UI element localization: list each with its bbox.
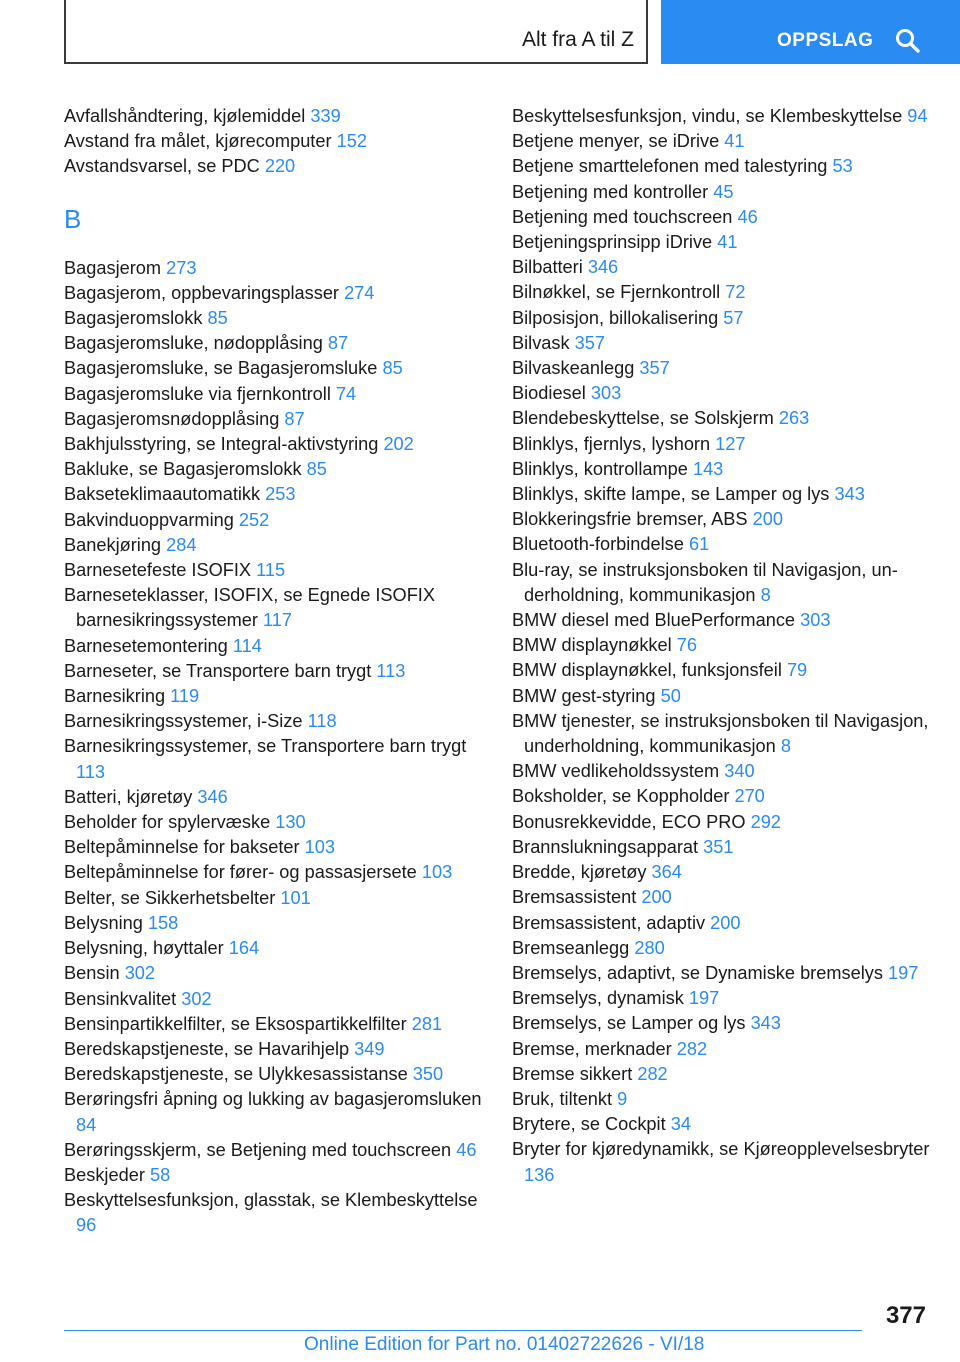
index-page-link[interactable]: 302: [124, 963, 156, 984]
index-page-link[interactable]: 351: [703, 836, 734, 857]
index-entry: [64, 785, 484, 810]
index-page-link[interactable]: 41: [724, 131, 745, 152]
index-page-link[interactable]: 74: [335, 383, 357, 404]
index-entry: [64, 457, 484, 482]
page-number: 377: [885, 1302, 926, 1329]
index-entry: [64, 810, 484, 835]
index-page-link[interactable]: 158: [147, 912, 179, 933]
index-entry-text: Bensin: [64, 963, 120, 984]
index-entry-text: Belter, se Sikkerhetsbelter: [64, 887, 276, 908]
index-page-link[interactable]: 119: [170, 686, 200, 707]
index-entry: [64, 709, 484, 734]
index-entry-text: Bagasjeromslokk: [64, 308, 203, 329]
index-entry-text: Batteri, kjøretøy: [64, 786, 193, 807]
index-entry: [64, 104, 484, 129]
index-entry-text: Bonusrekkevidde, ECO PRO: [512, 811, 746, 832]
index-entry: [64, 684, 484, 709]
index-page-link[interactable]: 281: [411, 1013, 443, 1034]
index-entry-text: Beltepåminnelse for bakseter: [64, 837, 300, 858]
index-entry-text: Brannslukningsapparat: [512, 836, 699, 857]
index-page-link[interactable]: 350: [412, 1064, 444, 1085]
index-entry: [64, 508, 484, 533]
index-page-link[interactable]: 343: [750, 1013, 781, 1034]
index-page-link[interactable]: 302: [181, 988, 212, 1009]
index-entry: [512, 633, 932, 658]
index-entry: [64, 583, 484, 633]
index-page-link[interactable]: 343: [834, 484, 865, 505]
index-entry-text: Bremselys, se Lamper og lys: [512, 1013, 746, 1034]
index-entry: [512, 432, 932, 457]
index-entry-text: Blokkeringsfrie bremser, ABS: [512, 509, 748, 530]
index-entry: [64, 860, 484, 885]
index-page-link[interactable]: 46: [737, 206, 758, 227]
index-entry-text: Betjene smarttelefonen med talestyring: [512, 156, 828, 177]
index-entry: [512, 658, 932, 683]
index-entry-text: Bremse sikkert: [512, 1063, 633, 1084]
header-section-tab[interactable]: [661, 0, 960, 64]
index-entry-text: Bremselys, adaptivt, se Dynamiske bremselys: [512, 962, 883, 983]
index-page-link[interactable]: 87: [327, 333, 349, 354]
index-entry: [512, 885, 932, 910]
index-page-link[interactable]: 202: [383, 434, 414, 455]
index-entry: [512, 835, 932, 860]
index-page-link[interactable]: 292: [750, 811, 781, 832]
index-entry-text: Bakluke, se Bagasjeromslokk: [64, 459, 302, 480]
index-page-link[interactable]: 127: [715, 433, 746, 454]
index-entry-text: Bakseteklimaautomatikk: [64, 484, 261, 505]
index-page-link[interactable]: 117: [263, 610, 292, 631]
index-entry: [512, 1062, 932, 1087]
index-entry: [64, 961, 484, 986]
index-page-link[interactable]: 303: [800, 610, 831, 631]
chapter-title: Alt fra A til Z: [521, 28, 634, 51]
index-page-link[interactable]: 85: [306, 459, 327, 480]
index-entry-text: Avfallshåndtering, kjølemiddel: [64, 106, 306, 126]
index-entry-text: BMW displaynøkkel, funksjonsfeil: [512, 660, 782, 681]
index-entry-text: Bredde, kjøretøy: [512, 862, 647, 883]
index-entry-text: BMW diesel med BluePerformance: [512, 610, 796, 631]
index-page-link[interactable]: 340: [724, 761, 755, 782]
index-entry-text: Barnesikringssystemer, i-Size: [64, 711, 303, 732]
index-entry-text: Bilvaskeanlegg: [512, 358, 635, 379]
index-entry-text: Bryter for kjøredynamikk, se Kjøreopplevelsesbryter: [512, 1139, 930, 1160]
index-entry-text: Belysning, høyttaler: [64, 938, 224, 959]
index-entry-text: Barnesetefeste ISOFIX: [64, 560, 252, 581]
index-entry: [64, 835, 484, 860]
index-page-link[interactable]: 284: [166, 534, 197, 555]
index-page-link[interactable]: 8: [780, 736, 791, 757]
index-entry-text: Beredskapstjeneste, se Havarihjelp: [64, 1038, 350, 1059]
index-page-link[interactable]: 357: [574, 332, 606, 353]
index-page-link[interactable]: 200: [641, 887, 672, 908]
index-entry: [64, 1037, 484, 1062]
index-page-link[interactable]: 357: [639, 358, 670, 379]
index-entry: [64, 1188, 484, 1238]
index-entry: [512, 205, 932, 230]
index-entry-text: Bagasjeromsnødopplåsing: [64, 408, 280, 429]
index-entry: [64, 634, 484, 659]
index-entry-text: Bremsassistent: [512, 887, 637, 908]
index-entry: [64, 659, 484, 684]
index-page-link[interactable]: 9: [617, 1088, 628, 1109]
index-page-link[interactable]: 96: [76, 1215, 97, 1236]
index-entry-text: Bagasjeromsluke via fjernkontroll: [64, 383, 331, 404]
index-entry-text: Bilposisjon, billokalisering: [512, 307, 719, 328]
index-page-link[interactable]: 282: [637, 1063, 668, 1084]
index-entry: [64, 1138, 484, 1163]
index-page-link[interactable]: 61: [688, 534, 710, 555]
index-entry: [512, 457, 932, 482]
index-entry-text: Bremselys, dynamisk: [512, 988, 684, 1009]
index-entry-text: Betjening med touchscreen: [512, 206, 733, 227]
index-page-link[interactable]: 152: [336, 131, 367, 152]
index-entry: [64, 911, 484, 936]
index-page-link[interactable]: 197: [888, 962, 919, 983]
index-page-link[interactable]: 113: [376, 660, 406, 681]
index-entry: [512, 684, 932, 709]
index-entry: [512, 104, 932, 129]
index-entry-text: Blu-ray, se instruksjonsboken til Navigasjon, underholdning, kommunikasjon: [512, 559, 898, 605]
index-entry-text: Bremsassistent, adaptiv: [512, 912, 706, 933]
index-entry: [64, 482, 484, 507]
index-page-link[interactable]: 118: [307, 711, 337, 732]
index-entry: [64, 256, 484, 281]
index-page-link[interactable]: 252: [238, 509, 270, 530]
index-entry: [64, 407, 484, 432]
index-entry-text: Bremse, merknader: [512, 1038, 672, 1059]
index-entry-text: Blendebeskyttelse, se Solskjerm: [512, 408, 774, 429]
index-entry: [512, 129, 932, 154]
index-page-link[interactable]: 8: [760, 584, 771, 605]
index-entry-text: Blinklys, fjernlys, lyshorn: [512, 433, 711, 454]
index-entry: [512, 961, 932, 986]
index-page-link[interactable]: 72: [725, 282, 746, 303]
index-entry: [64, 432, 484, 457]
index-entry-text: Boksholder, se Koppholder: [512, 786, 730, 807]
index-entry: [512, 1011, 932, 1036]
index-entry-text: Barneseteklasser, ISOFIX, se Egnede ISOFIX barnesikringssystemer: [64, 585, 435, 631]
index-entry: [512, 180, 932, 205]
index-entry-text: Berøringsfri åpning og lukking av bagasjeromsluken: [64, 1089, 482, 1110]
index-entry-text: Bagasjeromsluke, se Bagasjeromsluke: [64, 358, 378, 379]
index-page-link[interactable]: 50: [660, 685, 681, 706]
index-column-left: [64, 104, 484, 1239]
index-entry: [64, 129, 484, 154]
index-entry: [512, 784, 932, 809]
index-entry: [512, 306, 932, 331]
footer-divider: [64, 1330, 862, 1331]
index-page-link[interactable]: 84: [76, 1114, 97, 1135]
index-entry: [512, 230, 932, 255]
index-page-link[interactable]: 103: [421, 862, 453, 883]
index-page-link[interactable]: 58: [149, 1164, 171, 1185]
index-page-link[interactable]: 273: [166, 257, 197, 278]
index-entry: [64, 936, 484, 961]
index-entry: [512, 154, 932, 179]
index-entry-text: Brytere, se Cockpit: [512, 1114, 666, 1135]
index-entry: [512, 406, 932, 431]
index-entry-text: Beholder for spylervæske: [64, 812, 271, 833]
search-icon[interactable]: [895, 28, 921, 54]
index-entry-text: Beskyttelsesfunksjon, vindu, se Klembeskyttelse: [512, 106, 903, 126]
section-title[interactable]: OPPSLAG: [777, 30, 874, 51]
index-entry: [512, 860, 932, 885]
index-page-link[interactable]: 349: [354, 1038, 385, 1059]
index-entry: [64, 1062, 484, 1087]
index-entry-text: Biodiesel: [512, 383, 586, 404]
index-entry-text: BMW displaynøkkel: [512, 635, 672, 656]
index-entry: [512, 1137, 932, 1187]
index-page-link[interactable]: 339: [310, 106, 341, 126]
index-page-link[interactable]: 220: [264, 156, 296, 177]
index-entry-text: Bilnøkkel, se Fjernkontroll: [512, 282, 721, 303]
index-entry-text: Betjene menyer, se iDrive: [512, 131, 720, 152]
index-entry: [512, 1087, 932, 1112]
index-entry-text: Beltepåminnelse for fører- og passasjersete: [64, 862, 417, 883]
index-entry: [512, 280, 932, 305]
index-entry-text: Avstandsvarsel, se PDC: [64, 156, 260, 177]
index-entry: [64, 306, 484, 331]
index-page-link[interactable]: 280: [634, 937, 665, 958]
index-column-right: [512, 104, 932, 1188]
index-page-link[interactable]: 34: [670, 1114, 691, 1135]
index-entry: [64, 1163, 484, 1188]
index-entry: [512, 1037, 932, 1062]
index-entry-text: Betjening med kontroller: [512, 181, 709, 202]
index-page-link[interactable]: 364: [651, 862, 682, 883]
index-entry-text: Beredskapstjeneste, se Ulykkesassistanse: [64, 1064, 408, 1085]
index-entry-text: Betjeningsprinsipp iDrive: [512, 232, 713, 253]
index-page-link[interactable]: 143: [692, 458, 724, 479]
index-entry-text: Barnesikringssystemer, se Transportere barn trygt: [64, 736, 467, 757]
index-page-link[interactable]: 94: [907, 106, 928, 126]
index-page-link[interactable]: 346: [197, 786, 228, 807]
index-entry: [512, 986, 932, 1011]
index-page-link[interactable]: 200: [710, 912, 741, 933]
index-page-link[interactable]: 346: [587, 257, 619, 278]
index-page-link[interactable]: 274: [344, 282, 375, 303]
index-page-link[interactable]: 197: [688, 988, 720, 1009]
index-entry: [512, 558, 932, 608]
index-entry: [512, 709, 932, 759]
index-entry: [512, 759, 932, 784]
index-entry: [512, 532, 932, 557]
index-page-link[interactable]: 46: [456, 1139, 477, 1160]
index-page-link[interactable]: 164: [228, 938, 260, 959]
index-entry-text: Bagasjerom, oppbevaringsplasser: [64, 282, 339, 303]
index-page-link[interactable]: 85: [382, 358, 403, 379]
index-entry: [64, 382, 484, 407]
index-entry: [512, 255, 932, 280]
index-entry: [512, 331, 932, 356]
index-entry-text: Bagasjeromsluke, nødopplåsing: [64, 333, 323, 354]
index-entry: [512, 911, 932, 936]
index-page-link[interactable]: 114: [232, 635, 262, 656]
index-entry: [512, 482, 932, 507]
index-entry-text: Bensinpartikkelfilter, se Eksospartikkelfilter: [64, 1013, 407, 1034]
index-entry: [64, 533, 484, 558]
index-entry-text: Bilvask: [512, 332, 570, 353]
index-entry: [512, 1112, 932, 1137]
index-page-link[interactable]: 303: [590, 383, 622, 404]
index-entry-text: Barnesetemontering: [64, 635, 228, 656]
index-entry-text: Blinklys, kontrollampe: [512, 458, 688, 479]
index-page-link[interactable]: 101: [280, 887, 311, 908]
index-entry-text: Bakvinduoppvarming: [64, 509, 234, 530]
index-entry: [512, 936, 932, 961]
index-entry: [64, 987, 484, 1012]
index-entry-text: Bagasjerom: [64, 257, 162, 278]
index-page-link[interactable]: 76: [676, 635, 697, 656]
index-page-link[interactable]: 57: [723, 307, 744, 328]
index-entry-text: Bluetooth-forbindelse: [512, 534, 684, 555]
index-entry: [64, 281, 484, 306]
index-entry: [512, 810, 932, 835]
index-entry-text: Bakhjulsstyring, se Integral-aktivstyring: [64, 434, 379, 455]
index-page-link[interactable]: 45: [713, 181, 734, 202]
index-entry-text: Beskyttelsesfunksjon, glasstak, se Klembeskyttelse: [64, 1190, 478, 1211]
index-entry-text: Bensinkvalitet: [64, 988, 177, 1009]
index-entry-text: Beskjeder: [64, 1164, 145, 1185]
index-page-link[interactable]: 87: [284, 408, 305, 429]
index-entry: [512, 356, 932, 381]
index-page-link[interactable]: 136: [524, 1164, 555, 1185]
index-page-link[interactable]: 115: [256, 560, 286, 581]
index-entry: [64, 558, 484, 583]
index-page-link[interactable]: 103: [304, 837, 335, 858]
index-entry-text: Belysning: [64, 912, 143, 933]
index-entry: [512, 381, 932, 406]
index-entry-text: BMW gest-styring: [512, 685, 656, 706]
index-entry-text: Berøringsskjerm, se Betjening med touchscreen: [64, 1139, 452, 1160]
index-letter-heading: B: [64, 203, 82, 234]
index-entry: [512, 608, 932, 633]
index-page-link[interactable]: 200: [752, 509, 783, 530]
index-page-link[interactable]: 130: [275, 812, 306, 833]
index-entry: [64, 886, 484, 911]
index-page-link[interactable]: 263: [778, 408, 810, 429]
index-entry-text: BMW tjenester, se instruksjonsboken til Navigasjon, underholdning, kommunikasjon: [512, 710, 929, 757]
index-entry: [64, 1087, 484, 1137]
index-entry-text: Bremseanlegg: [512, 937, 630, 958]
index-entry: [64, 356, 484, 381]
index-entry-text: Avstand fra målet, kjørecomputer: [64, 131, 332, 152]
index-entry-text: Bruk, tiltenkt: [512, 1088, 613, 1109]
index-page-link[interactable]: 282: [676, 1038, 708, 1059]
index-entry: [64, 1012, 484, 1037]
index-entry: [64, 331, 484, 356]
index-entry-text: BMW vedlikeholdssystem: [512, 761, 720, 782]
index-entry-text: Barneseter, se Transportere barn trygt: [64, 660, 372, 681]
index-entry: [64, 154, 484, 179]
index-page-link[interactable]: 79: [786, 660, 808, 681]
index-page-link[interactable]: 113: [76, 761, 105, 782]
index-entry-text: Barnesikring: [64, 686, 166, 707]
index-entry: [64, 734, 484, 784]
index-entry-text: Blinklys, skifte lampe, se Lamper og lys: [512, 484, 830, 505]
footer-edition: Online Edition for Part no. 01402722626 - VI/18: [304, 1334, 705, 1355]
index-page-link[interactable]: 270: [734, 786, 765, 807]
index-entry-text: Bilbatteri: [512, 257, 583, 278]
index-page-link[interactable]: 253: [265, 484, 296, 505]
index-page-link[interactable]: 53: [832, 156, 853, 177]
index-page-link[interactable]: 85: [207, 308, 228, 329]
header-chapter-tab: [64, 0, 648, 64]
index-entry-text: Banekjøring: [64, 534, 162, 555]
index-page-link[interactable]: 41: [717, 232, 738, 253]
index-entry: [512, 507, 932, 532]
